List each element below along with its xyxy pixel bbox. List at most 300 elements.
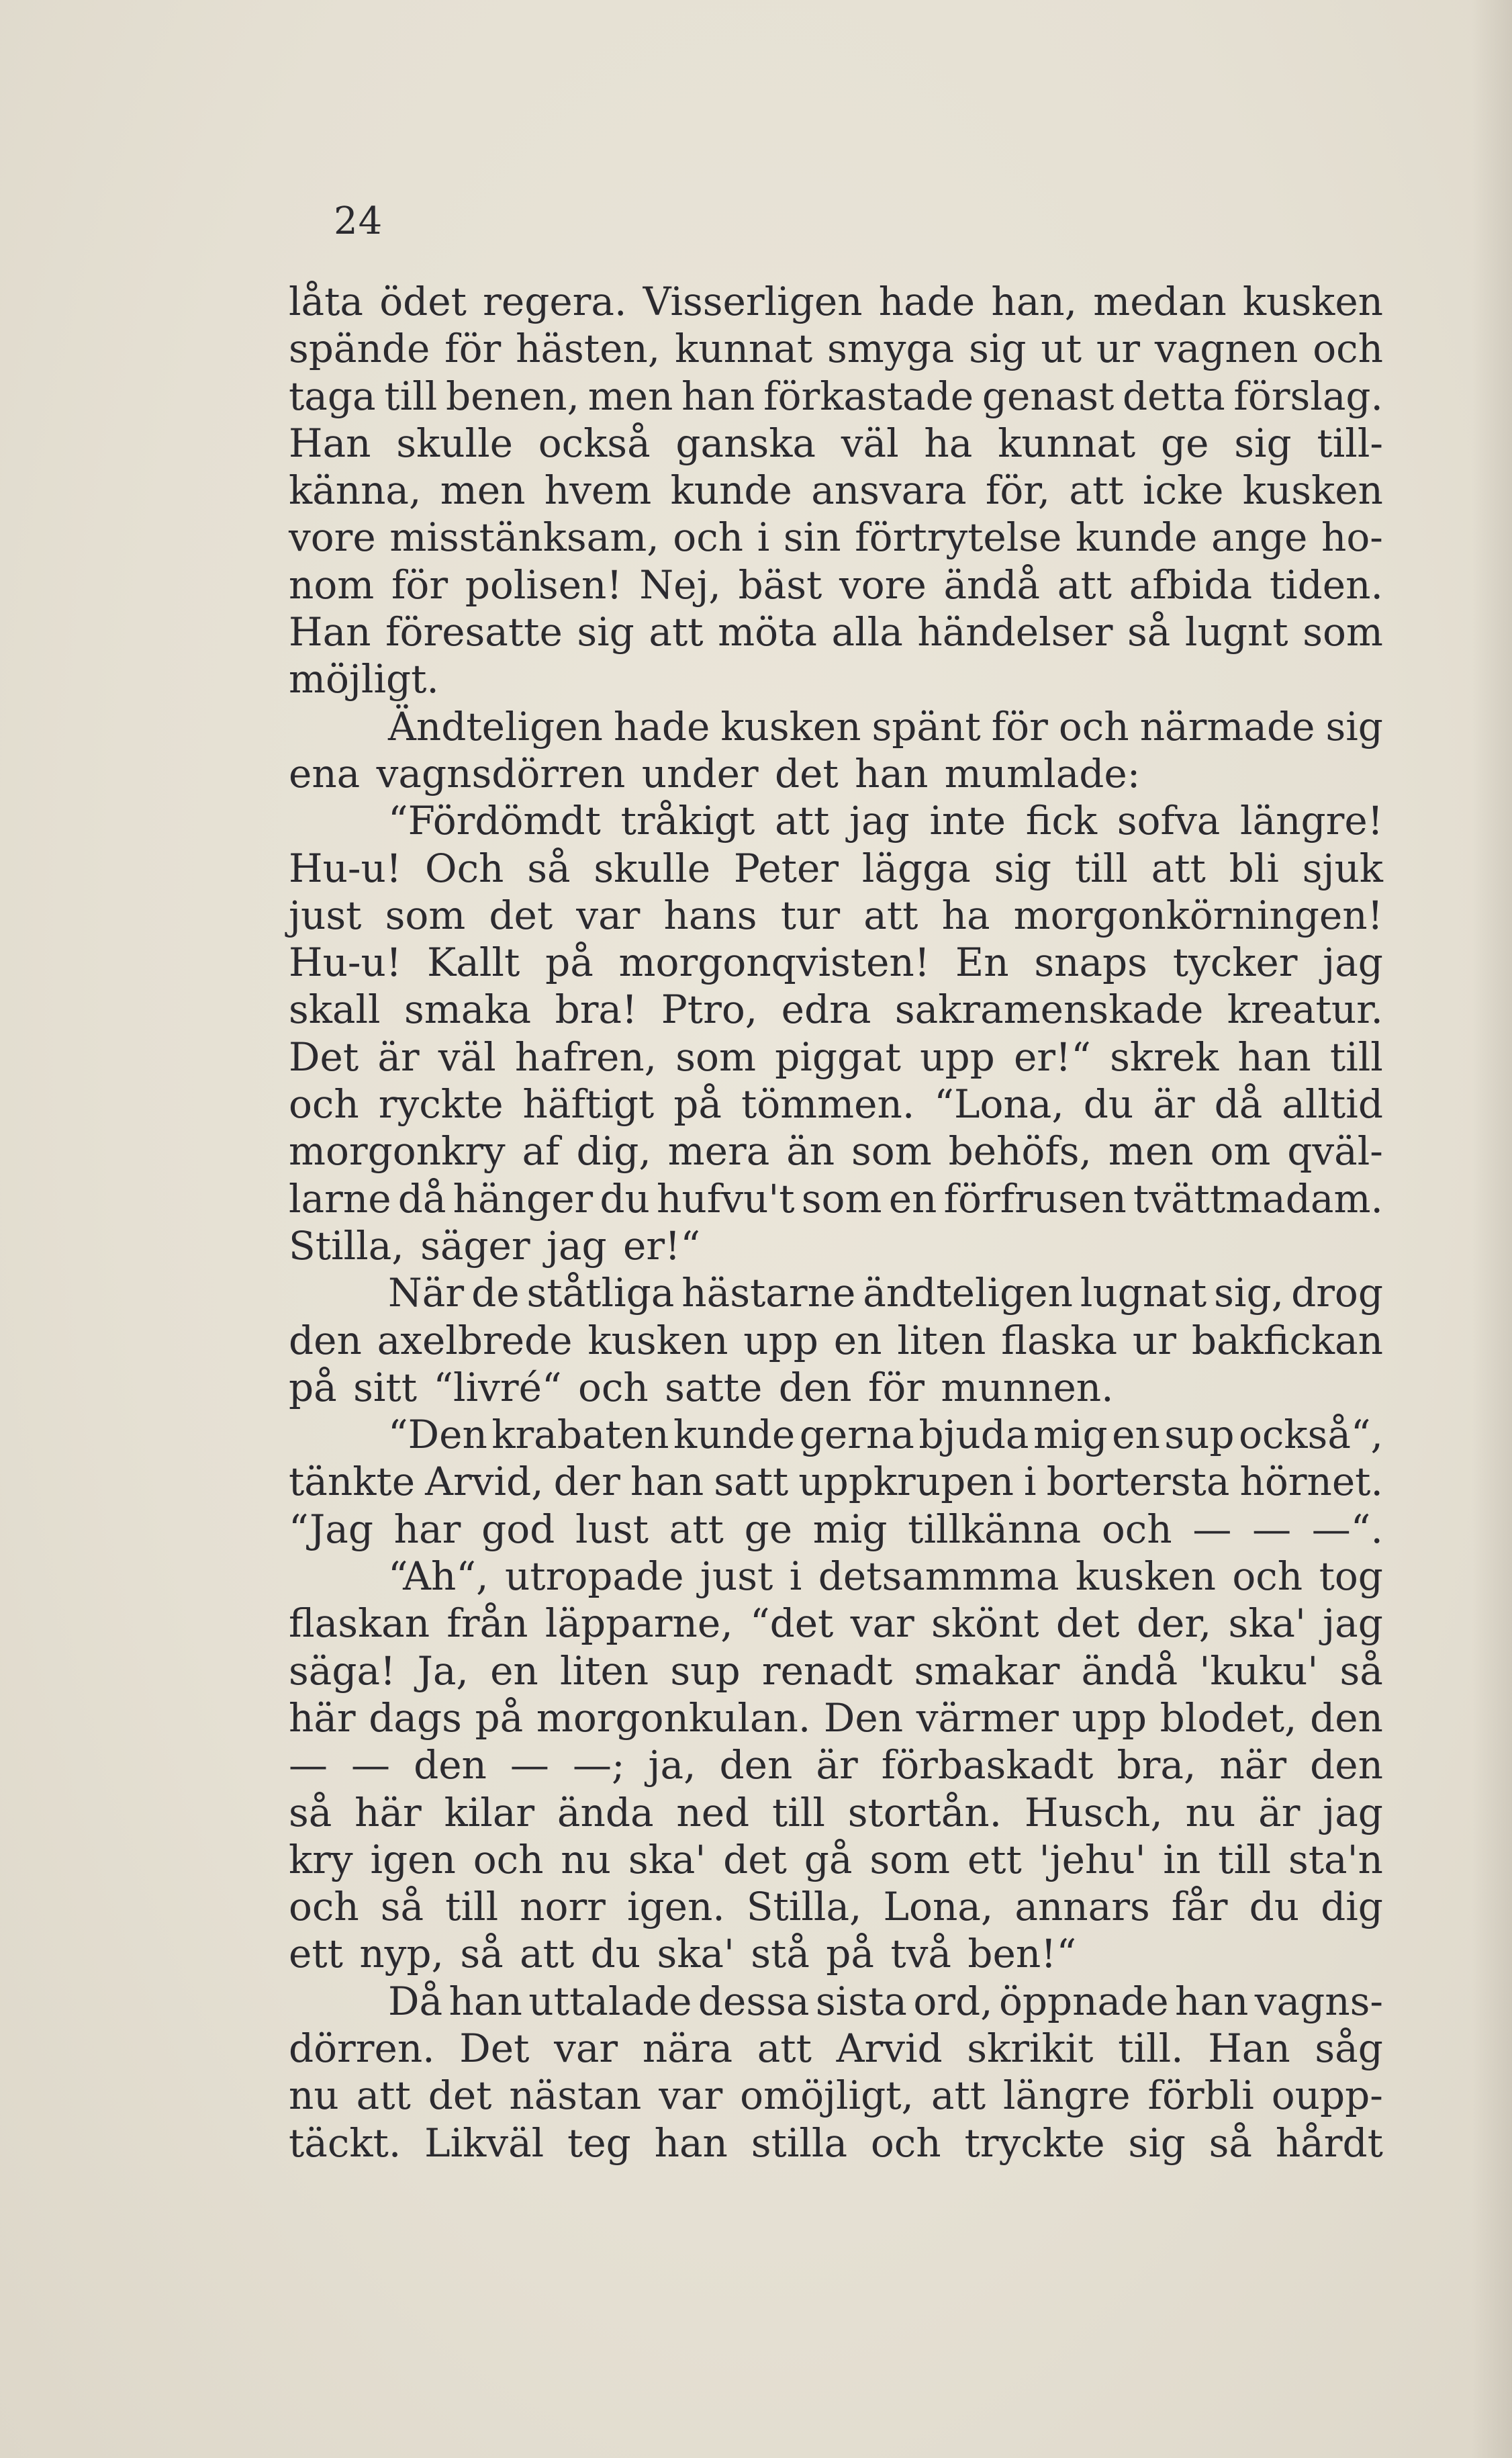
text-word: tog [1319,1553,1383,1600]
text-word: det [775,750,839,796]
text-word: den [289,1317,362,1363]
text-line [289,2120,1383,2167]
text-word: den [1310,1742,1383,1788]
text-line [289,1789,1383,1836]
text-word: om [1210,1128,1271,1175]
text-line [289,1694,1383,1741]
text-word: vore [839,561,927,608]
text-word: värmer [916,1694,1059,1741]
text-word: sig [1325,703,1383,749]
text-word: Lona, [883,1884,994,1930]
text-word: ange [1211,514,1308,561]
text-word: på [545,940,594,986]
text-word: teg [567,2120,631,2166]
text-word: just [289,892,362,938]
text-word: flaskan [289,1600,430,1647]
text-word: förkastade [763,373,974,419]
text-word: “livré“ [433,1364,562,1410]
text-word: sup [1164,1412,1235,1458]
text-word: det [428,2073,492,2119]
text-word: — [351,1742,391,1788]
text-word: “Ah“, [388,1553,489,1600]
text-word: när [1219,1742,1287,1788]
text-word: hade [613,703,710,749]
text-word: förbaskadt [881,1742,1094,1788]
text-line [289,1269,1383,1316]
text-word: ända [557,1789,654,1835]
text-word: morgonkry [289,1128,506,1175]
text-word: in [1163,1836,1201,1882]
text-word: hans [663,892,757,938]
text-word: tillkänna [908,1506,1082,1552]
text-word: från [446,1600,528,1647]
text-word: spänt [871,703,981,749]
text-line [289,1364,1383,1411]
text-word: att [649,609,704,655]
text-word: ord, [913,1978,993,2024]
text-word: tryckte [964,2120,1105,2166]
text-word: på [673,1081,722,1128]
text-word: till. [1118,2025,1184,2071]
text-word: tömmen. [741,1081,915,1128]
text-word: till [384,373,438,419]
text-word: utropade [504,1553,684,1600]
text-word: ryckte [378,1081,504,1128]
text-word: en [888,1175,937,1222]
text-line [289,1458,1383,1505]
text-word: i [789,1553,802,1600]
text-word: stilla [751,2120,848,2166]
text-word: till [1074,845,1128,891]
text-word: är [816,1742,858,1788]
text-word: förfrusen [943,1175,1127,1222]
text-word: som [675,1034,756,1080]
text-word: misstänksam, [389,514,659,561]
text-word: skrikit [967,2025,1094,2071]
text-word: genast [982,373,1115,419]
text-word: säger [420,1222,530,1269]
text-word: hänger [453,1175,594,1222]
text-word: snaps [1034,940,1147,986]
text-word: smakar [914,1647,1060,1694]
text-word: mumlade: [944,750,1141,796]
text-word: men [587,373,673,419]
text-line [289,325,1383,372]
text-word: säga! [289,1647,396,1694]
text-word: “det [749,1600,834,1647]
text-word: kunde [670,467,792,514]
text-word: edra [781,987,871,1033]
text-word: 'jehu' [1039,1836,1146,1882]
text-word: icke [1142,467,1224,514]
text-word: känna, [289,467,422,514]
text-word: Han [1208,2025,1290,2071]
text-word: bortersta [1046,1459,1230,1505]
text-word: möta [718,609,817,655]
text-word: att [1069,467,1124,514]
text-line [289,1175,1383,1222]
text-word: under [641,750,759,796]
text-word: sta'n [1288,1836,1383,1882]
text-word: medan [1093,279,1227,324]
text-word: vore [289,514,376,561]
text-word: bra, [1117,1742,1196,1788]
text-word: Nej, [639,561,721,608]
text-word: sig [969,326,1027,372]
text-word: “Den [388,1412,487,1458]
text-word: tur [780,892,841,938]
text-word: behöfs, [948,1128,1092,1175]
text-line [289,986,1383,1033]
text-word: detta [1123,373,1225,419]
text-word: kilar [444,1789,535,1835]
text-word: och [673,514,744,561]
text-word: kunde [1076,514,1198,561]
text-word: hörnet. [1239,1459,1383,1505]
text-word: “Jag [289,1506,373,1552]
text-word: dörren. [289,2025,435,2071]
text-word: gå [804,1836,853,1882]
text-word: axelbrede [377,1317,573,1363]
text-word: var [659,2073,723,2119]
text-word: är [377,1034,420,1080]
text-word: den [719,1742,793,1788]
text-word: Då [388,1978,443,2024]
text-word: ha [941,892,990,938]
text-word: jag [1323,1789,1383,1835]
text-word: kusken [1242,279,1383,324]
text-word: jag [849,798,910,844]
text-word: stortån. [847,1789,1002,1835]
text-word: här [289,1694,356,1741]
text-word: nästan [509,2073,642,2119]
text-word: och [289,1081,359,1128]
text-line [289,278,1383,325]
text-line [289,561,1383,608]
text-word: nu [289,2073,339,2119]
text-word: vagnsdörren [376,750,626,796]
text-word: upp [1072,1694,1147,1741]
text-line [289,1317,1383,1364]
text-word: “Fördömdt [388,798,601,844]
text-word: Husch, [1024,1789,1163,1835]
text-word: hufvu't [657,1175,795,1222]
text-word: i [1024,1459,1037,1505]
text-word: nyp, [359,1931,444,1977]
text-word: ska' [1228,1600,1306,1647]
text-word: ned [676,1789,750,1835]
text-word: möjligt. [289,656,439,702]
text-word: tråkigt [620,798,755,844]
text-word: hästen, [516,326,661,372]
text-word: att [757,2025,812,2071]
text-word: sakramenskade [894,987,1204,1033]
text-word: en [1112,1412,1160,1458]
text-word: Likväl [424,2120,545,2166]
text-word: det [489,892,553,938]
text-word: ganska [675,420,816,466]
text-word: föresatte [385,609,563,655]
text-word: Stilla, [746,1884,862,1930]
text-word: för [391,561,448,608]
text-line [289,1128,1383,1175]
text-word: ut [1041,326,1082,372]
text-word: en [490,1647,538,1694]
text-word: ska' [657,1931,735,1977]
text-word: också“, [1239,1412,1383,1458]
text-word: lägga [861,845,971,891]
text-word: oupp- [1271,2073,1383,2119]
text-word: skulle [396,420,513,466]
text-word: och [1313,326,1383,372]
text-word: är [1258,1789,1301,1835]
text-word: kusken [720,703,861,749]
text-word: får [1171,1884,1228,1930]
text-word: —“. [1311,1506,1383,1552]
text-word: sjuk [1302,845,1383,891]
text-word: då [397,1175,446,1222]
text-word: krabaten [491,1412,669,1458]
text-word: lust [575,1506,649,1552]
text-word: benen, [446,373,579,419]
text-word: ståtliga [526,1270,675,1316]
text-word: polisen! [465,561,622,608]
text-word: skulle [594,845,711,891]
text-word: kreatur. [1227,987,1383,1033]
text-line [289,373,1383,420]
text-word: häftigt [522,1081,655,1128]
text-line [289,1222,1383,1269]
text-word: du [600,1175,650,1222]
text-line [289,1506,1383,1553]
text-word: så [460,1931,504,1977]
text-word: af [522,1128,560,1175]
text-word: på [826,1931,874,1977]
text-word: kusken [1075,1553,1216,1600]
text-word: piggat [775,1034,901,1080]
text-word: ge [1161,420,1209,466]
text-word: Kallt [426,940,520,986]
text-line [289,467,1383,514]
text-word: “Lona, [934,1081,1064,1128]
text-word: väl [438,1034,496,1080]
text-word: att [931,2073,986,2119]
text-word: kusken [1242,467,1383,514]
text-word: norr [520,1884,606,1930]
text-word: längre [1002,2073,1131,2119]
text-word: på [475,1694,524,1741]
text-word: — [510,1742,549,1788]
text-word: Det [459,2025,530,2071]
text-word: regera. [483,279,627,324]
text-word: att [775,798,830,844]
text-word: Ja, [417,1647,469,1694]
text-line [289,1034,1383,1081]
text-word: er!“ [1013,1034,1091,1080]
text-word: sup [670,1647,741,1694]
text-word: sig [1234,420,1292,466]
text-word: larne [289,1175,391,1222]
text-word: ena [289,750,361,796]
text-line [289,1978,1383,2025]
text-word: så [1127,609,1171,655]
text-word: —; [572,1742,625,1788]
text-line [289,1930,1383,1977]
text-word: 'kuku' [1199,1647,1319,1694]
text-word: sig [577,609,634,655]
text-word: afbida [1129,561,1253,608]
text-word: att [669,1506,724,1552]
text-word: sofva [1117,798,1221,844]
text-word: ge [744,1506,793,1552]
text-word: de [471,1270,520,1316]
text-word: — [1192,1506,1232,1552]
text-word: att [863,892,918,938]
text-word: Arvid [836,2025,943,2071]
text-word: att [1151,845,1206,891]
text-word: han [681,373,755,419]
text-word: liten [897,1317,986,1363]
text-word: skönt [931,1600,1039,1647]
text-word: lugnt [1184,609,1288,655]
text-word: Arvid, [425,1459,544,1505]
text-word: ansvara [811,467,967,514]
page-edge-shadow [1472,0,1512,2458]
text-word: liten [560,1647,649,1694]
text-line [289,1741,1383,1788]
text-word: vagnen [1154,326,1298,372]
text-word: dig [1321,1884,1383,1930]
text-word: för, [985,467,1051,514]
text-word: tiden. [1269,561,1383,608]
text-line [289,2072,1383,2119]
text-word: alltid [1282,1081,1383,1128]
text-word: så [1339,1647,1383,1694]
text-word: var [850,1600,914,1647]
text-word: lugnat [1080,1270,1207,1316]
text-word: ändå [1081,1647,1178,1694]
text-word: på [289,1364,337,1410]
text-line [289,1600,1383,1647]
text-word: ett [289,1931,343,1977]
text-word: Han [289,420,371,466]
text-word: En [955,940,1009,986]
text-word: kunde [673,1412,796,1458]
text-word: der [553,1459,620,1505]
text-word: han [630,1459,704,1505]
text-word: han [1175,1978,1249,2024]
text-word: flaska [1001,1317,1118,1363]
text-word: sista [815,1978,907,2024]
text-word: skrek [1110,1034,1219,1080]
text-word: Ptro, [661,987,758,1033]
text-word: Hu-u! [289,940,402,986]
text-word: närmade [1139,703,1315,749]
text-line [289,1081,1383,1128]
text-word: som [801,1175,882,1222]
text-word: han [448,1978,522,2024]
text-word: just [700,1553,773,1600]
text-word: Stilla, [289,1222,404,1269]
text-word: den [414,1742,487,1788]
text-line [289,1647,1383,1694]
text-word: hårdt [1275,2120,1383,2166]
text-line [289,797,1383,844]
text-word: du [1083,1081,1134,1128]
text-word: ho- [1321,514,1383,561]
text-word: och [870,2120,941,2166]
text-word: stå [751,1931,810,1977]
text-word: till [1218,1836,1272,1882]
text-word: upp [920,1034,995,1080]
text-word: jag [546,1222,607,1269]
text-line [289,939,1383,986]
text-word: morgonqvisten! [618,940,931,986]
text-word: du [590,1931,641,1977]
text-word: dessa [698,1978,810,2024]
text-word: det [723,1836,787,1882]
text-word: den [778,1364,852,1410]
text-word: dig, [576,1128,651,1175]
text-word: qväl- [1287,1128,1383,1175]
text-word: nu [561,1836,612,1882]
text-word: och [1232,1553,1303,1600]
text-word: gerna [799,1412,914,1458]
text-word: det [1055,1600,1120,1647]
text-word: smyga [827,326,955,372]
text-word: nära [642,2025,733,2071]
text-word: och [1101,1506,1172,1552]
text-word: har [393,1506,461,1552]
text-word: ur [1096,326,1141,372]
text-word: han [855,750,929,796]
text-word: ben!“ [967,1931,1077,1977]
text-word: munnen. [941,1364,1114,1410]
text-line [289,750,1383,797]
text-word: morgonkulan. [536,1694,811,1741]
text-word: ur [1132,1317,1176,1363]
text-word: skall [289,987,381,1033]
text-word: bjuda [918,1412,1029,1458]
text-word: att [356,2073,411,2119]
text-line [289,703,1383,750]
text-word: ska' [628,1836,706,1882]
text-line [289,1553,1383,1600]
text-word: som [1303,609,1383,655]
text-word: för [867,1364,925,1410]
text-line [289,1411,1383,1458]
text-word: än [786,1128,835,1175]
text-word: Han [289,609,371,655]
text-word: vagns- [1254,1978,1383,2024]
text-word: bäst [738,561,822,608]
text-word: Peter [733,845,839,891]
text-word: också [538,420,651,466]
text-word: ändteligen [863,1270,1073,1316]
text-word: fick [1025,798,1098,844]
text-word: dags [369,1694,462,1741]
text-word: morgonkörningen! [1013,892,1383,938]
text-word: Och [425,845,504,891]
text-word: ja, [648,1742,696,1788]
text-word: omöjligt, [740,2073,914,2119]
text-word: så [289,1789,332,1835]
text-word: han, [991,279,1078,324]
text-word: så [1209,2120,1252,2166]
text-word: sig [1128,2120,1186,2166]
text-word: ett [967,1836,1022,1882]
text-word: Hu-u! [289,845,402,891]
